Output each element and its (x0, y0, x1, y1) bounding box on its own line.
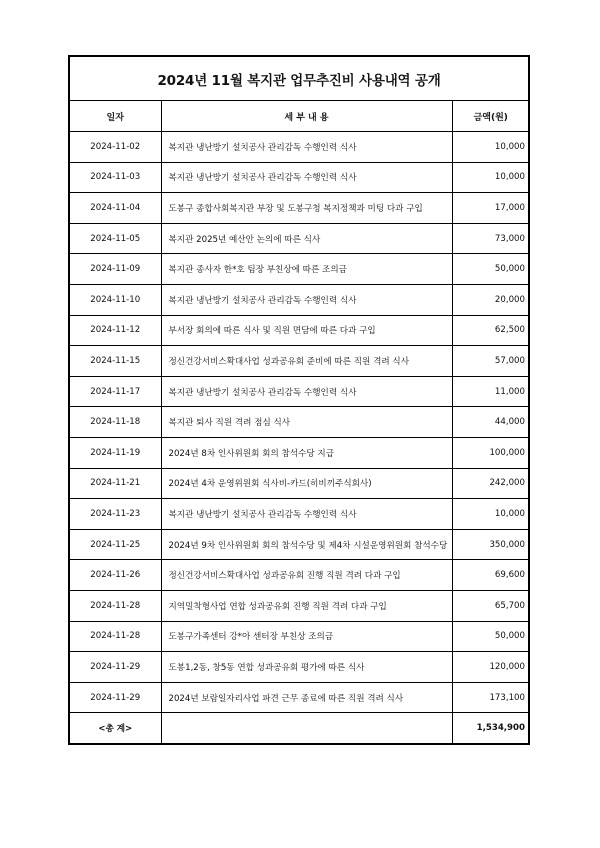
row-amount: 10,000 (452, 162, 528, 193)
row-description: 2024년 9차 인사위원회 회의 참석수당 및 제4차 시설운영위원회 참석수당 (161, 529, 452, 560)
table-row (70, 285, 528, 316)
row-description: 도봉구가족센터 강*아 센터장 부친상 조의금 (161, 621, 452, 652)
table-row (70, 376, 528, 407)
document-title: 2024년 11월 복지관 업무추진비 사용내역 공개 (70, 57, 528, 101)
row-date: 2024-11-05 (70, 223, 161, 254)
row-amount: 65,700 (452, 591, 528, 622)
row-date: 2024-11-02 (70, 132, 161, 163)
table-row (70, 438, 528, 469)
row-date: 2024-11-09 (70, 254, 161, 285)
row-date: 2024-11-29 (70, 682, 161, 713)
table-row (70, 193, 528, 224)
row-description: 부서장 회의에 따른 식사 및 직원 면담에 따른 다과 구입 (161, 315, 452, 346)
row-date: 2024-11-10 (70, 285, 161, 316)
total-row (70, 713, 528, 744)
row-date: 2024-11-26 (70, 560, 161, 591)
table-row (70, 162, 528, 193)
table-row (70, 621, 528, 652)
row-amount: 20,000 (452, 285, 528, 316)
row-amount: 11,000 (452, 376, 528, 407)
row-amount: 242,000 (452, 468, 528, 499)
header-amount: 금액(원) (452, 101, 528, 132)
row-date: 2024-11-21 (70, 468, 161, 499)
table-row (70, 560, 528, 591)
row-amount: 50,000 (452, 621, 528, 652)
row-amount: 100,000 (452, 438, 528, 469)
row-amount: 44,000 (452, 407, 528, 438)
row-description: 도봉1,2동, 창5동 연합 성과공유회 평가에 따른 식사 (161, 652, 452, 683)
table-row (70, 652, 528, 683)
row-amount: 50,000 (452, 254, 528, 285)
table-row (70, 529, 528, 560)
row-amount: 69,600 (452, 560, 528, 591)
table-row (70, 468, 528, 499)
row-description: 도봉구 종합사회복지관 부장 및 도봉구청 복지정책과 미팅 다과 구입 (161, 193, 452, 224)
row-description: 지역밀착형사업 연합 성과공유회 진행 직원 격려 다과 구입 (161, 591, 452, 622)
row-date: 2024-11-04 (70, 193, 161, 224)
row-amount: 57,000 (452, 346, 528, 377)
table-row (70, 682, 528, 713)
row-date: 2024-11-15 (70, 346, 161, 377)
row-amount: 173,100 (452, 682, 528, 713)
row-description: 복지관 냉난방기 설치공사 관리감독 수행인력 식사 (161, 162, 452, 193)
total-description (161, 713, 452, 744)
expense-table (70, 101, 528, 743)
header-description: 세 부 내 용 (161, 101, 452, 132)
table-row (70, 499, 528, 530)
table-header-row (70, 101, 528, 132)
table-row (70, 315, 528, 346)
total-label: <총 계> (70, 713, 161, 744)
row-date: 2024-11-23 (70, 499, 161, 530)
row-description: 복지관 냉난방기 설치공사 관리감독 수행인력 식사 (161, 285, 452, 316)
row-description: 복지관 냉난방기 설치공사 관리감독 수행인력 식사 (161, 376, 452, 407)
row-date: 2024-11-25 (70, 529, 161, 560)
row-description: 복지관 냉난방기 설치공사 관리감독 수행인력 식사 (161, 132, 452, 163)
row-amount: 120,000 (452, 652, 528, 683)
row-description: 2024년 8차 인사위원회 회의 참석수당 지급 (161, 438, 452, 469)
row-description: 정신건강서비스확대사업 성과공유회 진행 직원 격려 다과 구입 (161, 560, 452, 591)
row-description: 2024년 보람일자리사업 파견 근무 종료에 따른 직원 격려 식사 (161, 682, 452, 713)
header-date: 일자 (70, 101, 161, 132)
row-description: 2024년 4차 운영위원회 식사비-카드(히비끼주식회사) (161, 468, 452, 499)
row-amount: 17,000 (452, 193, 528, 224)
row-date: 2024-11-28 (70, 591, 161, 622)
row-amount: 73,000 (452, 223, 528, 254)
row-description: 복지관 종사자 한*호 팀장 부친상에 따른 조의금 (161, 254, 452, 285)
expense-document (68, 55, 530, 745)
row-date: 2024-11-03 (70, 162, 161, 193)
table-row (70, 132, 528, 163)
row-amount: 10,000 (452, 132, 528, 163)
row-date: 2024-11-19 (70, 438, 161, 469)
row-description: 복지관 2025년 예산안 논의에 따른 식사 (161, 223, 452, 254)
row-date: 2024-11-28 (70, 621, 161, 652)
row-date: 2024-11-17 (70, 376, 161, 407)
table-row (70, 346, 528, 377)
row-description: 정신건강서비스확대사업 성과공유회 준비에 따른 직원 격려 식사 (161, 346, 452, 377)
row-amount: 350,000 (452, 529, 528, 560)
table-row (70, 591, 528, 622)
table-row (70, 223, 528, 254)
table-row (70, 254, 528, 285)
row-date: 2024-11-18 (70, 407, 161, 438)
table-row (70, 407, 528, 438)
row-description: 복지관 퇴사 직원 격려 점심 식사 (161, 407, 452, 438)
row-amount: 10,000 (452, 499, 528, 530)
total-amount: 1,534,900 (452, 713, 528, 744)
row-amount: 62,500 (452, 315, 528, 346)
row-date: 2024-11-12 (70, 315, 161, 346)
row-date: 2024-11-29 (70, 652, 161, 683)
row-description: 복지관 냉난방기 설치공사 관리감독 수행인력 식사 (161, 499, 452, 530)
